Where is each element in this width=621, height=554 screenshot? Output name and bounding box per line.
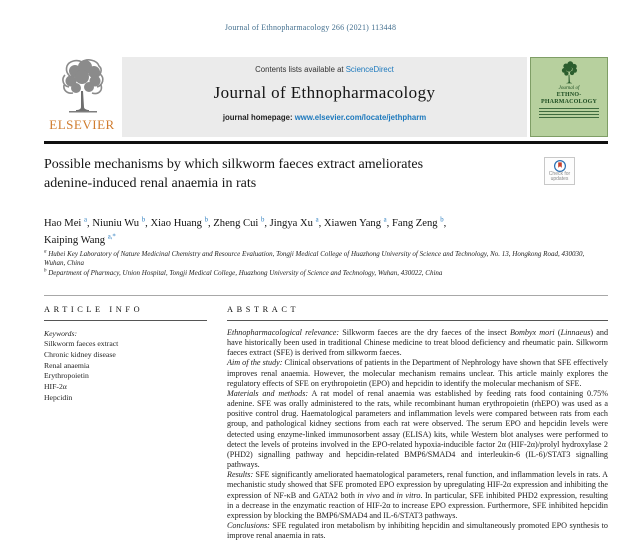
author-name: Zheng Cui $^b$: [213, 216, 265, 229]
keyword-item: HIF-2α: [44, 382, 67, 392]
abstract-text-italic: Aim of the study:: [227, 358, 283, 368]
abstract-text: ) and have historically been used in traditional Chinese medicine to treat blood deficiency and rheumatic pain. Silkworm faeces extract (SFE) is derived from silkworm faeces.: [227, 328, 609, 358]
author-name: Fang Zeng $^b$: [391, 216, 444, 229]
abstract-text: and: [379, 490, 397, 500]
author-name: Xiawen Yang $^a$: [323, 216, 387, 229]
author-list: [44, 215, 589, 249]
author-row: [44, 232, 589, 249]
keywords-list: [44, 339, 207, 404]
journal-cover-thumbnail: [530, 57, 608, 137]
author-affiliation-superscript[interactable]: a: [383, 216, 387, 224]
check-for-updates-label: Check for updates: [548, 171, 571, 182]
cover-title-prefix: Journal of: [558, 86, 580, 91]
affiliation-entry: $^a$ Hubei Key Laboratory of Nature Medicinal Chemistry and Resource Evaluation, Tongji Medical College of Huazhong University of Science and Technology, No. 13, Hongkong Road, 430030, Wuhan, China: [44, 249, 585, 268]
abstract-text-italic: Ethnopharmacological relevance:: [227, 328, 340, 337]
abstract-paragraph: [227, 521, 608, 541]
author-affiliation-superscript[interactable]: b: [440, 216, 444, 224]
abstract-heading-rule: [227, 320, 608, 321]
cover-title-ethno: ETHNO-: [556, 92, 582, 98]
abstract-text: Clinical observations of patients in the Department of Nephrology have shown that SFE effectively improves renal anaemia. However, the molecular mechanism remains unclear. This article mainly explores the regulatory effects of SFE on erythropoietin (EPO) and hepcidin to identify the molecular mechanism of SFE.: [227, 358, 608, 388]
article-title-line2: adenine-induced renal anaemia in rats: [44, 176, 257, 191]
abstract-text-italic: Linnaeus: [560, 328, 591, 337]
abstract-paragraph: [227, 470, 608, 521]
abstract-paragraph: [227, 328, 608, 358]
sciencedirect-link[interactable]: ScienceDirect: [345, 65, 394, 74]
abstract-text-italic: Materials and methods:: [227, 388, 309, 398]
header-divider-rule: [44, 141, 608, 144]
affiliation-entry: $^b$ Department of Pharmacy, Union Hospital, Tongji Medical College, Huazhong University of Science and Technology, Wuhan, 430022, China: [44, 268, 443, 277]
article-title-line1: Possible mechanisms by which silkworm faeces extract ameliorates: [44, 157, 424, 172]
abstract-heading: ABSTRACT: [227, 305, 300, 314]
abstract-paragraph: [227, 389, 608, 470]
keyword-item: Erythropoietin: [44, 371, 89, 381]
author-row: Hao Mei $^a$, Niuniu Wu $^b$, Xiao Huang $^b$, Zheng Cui $^b$, Jingya Xu $^a$, Xiawen Yang $^a$, Fang Zeng $^b$,: [44, 216, 447, 229]
journal-homepage-link[interactable]: www.elsevier.com/locate/jethpharm: [294, 113, 427, 122]
journal-title: Journal of Ethnopharmacology: [213, 83, 436, 102]
article-info-column: [44, 305, 207, 404]
running-head-journal-reference: Journal of Ethnopharmacology 266 (2021) 113448: [224, 23, 397, 32]
abstract-text-italic: Bombyx mori: [509, 328, 555, 337]
check-for-updates-badge[interactable]: [544, 157, 575, 185]
abstract-paragraph: [227, 358, 608, 388]
author-affiliation-superscript[interactable]: b: [260, 216, 265, 224]
homepage-line: [122, 113, 527, 122]
affiliation-list: [44, 250, 592, 278]
info-abstract-section: [44, 295, 608, 554]
author-name: Hao Mei $^a$: [44, 216, 88, 229]
author-affiliation-superscript[interactable]: a: [84, 216, 88, 224]
elsevier-wordmark: ELSEVIER: [49, 117, 115, 132]
abstract-text: Silkworm faeces are the dry faeces of the insect: [339, 328, 510, 337]
abstract-text: (: [554, 328, 561, 337]
affiliation-superscript: b: [44, 268, 47, 274]
author-affiliation-superscript[interactable]: b: [141, 216, 146, 224]
elsevier-logo: [44, 57, 120, 137]
keyword-item: Hepcidin: [44, 392, 73, 402]
keyword-item: Chronic kidney disease: [44, 349, 116, 359]
cover-decorative-lines: [539, 108, 599, 118]
keyword-item: Silkworm faeces extract: [44, 339, 119, 348]
homepage-prefix-text: journal homepage:: [222, 113, 295, 122]
journal-banner: [122, 57, 527, 137]
article-info-heading: ARTICLE INFO: [44, 305, 144, 314]
abstract-text-italic: Results:: [227, 470, 254, 480]
keywords-label: Keywords:: [44, 329, 78, 338]
abstract-text: SFE regulated iron metabolism by inhibiting hepcidin and simultaneously promoted EPO synthesis to improve renal anaemia in rats.: [227, 520, 608, 541]
article-info-heading-rule: [44, 320, 207, 321]
abstract-text-italic: in vivo: [357, 490, 380, 500]
contents-list-line: [122, 65, 527, 74]
author-affiliation-superscript[interactable]: a: [315, 216, 319, 224]
elsevier-tree-icon: [55, 57, 109, 117]
abstract-text-italic: Conclusions:: [227, 520, 270, 530]
abstract-text-italic: in vitro: [396, 490, 421, 500]
keyword-item: Renal anaemia: [44, 360, 90, 370]
cover-tree-icon: [556, 60, 582, 86]
publisher-header: [44, 57, 608, 137]
affiliation-superscript: a: [44, 249, 47, 255]
abstract-column: [227, 305, 608, 541]
author-name: Kaiping Wang $^{a,*}$: [44, 233, 116, 246]
cover-title-pharmacology: PHARMACOLOGY: [540, 98, 598, 105]
abstract-text: A rat model of renal anaemia was established by feeding rats food containing 0.75% adenine. SFE was orally administered to the rats, while recombinant human erythropoietin (rhEPO) was used as a positive control drug. Haematological parameters and inflammation levels were compared between rats from each group, and pathological kidney sections from each rat were observed. The serum EPO and hepcidin levels were detected using enzyme-linked immunosorbent assay (ELISA) kits, while Western blot analyses were performed to detect the levels of proteins involved in the EPO-related hypoxia-inducible factor 2α (HIF-2α)/prolyl hydroxylase 2 (PHD2) signalling pathway and hepcidin-related BMP6/SMAD4 and interleukin-6 (IL-6)/STAT3 signalling pathways.: [227, 388, 608, 470]
author-affiliation-superscript[interactable]: a,*: [107, 233, 116, 241]
abstract-text: SFE significantly ameliorated haematological parameters, renal function, and inflammation levels in rats. A mechanistic study showed that SFE promoted EPO expression by upregulating HIF-2α expression and inhibiting the expression of NF-κB and GATA2 both: [227, 470, 608, 500]
article-title: [44, 155, 529, 193]
abstract-text: . In particular, SFE inhibited PHD2 expression, resulting in a decrease in the enzymatic reaction of HIF-2α to increase EPO expression. Furthermore, SFE inhibited hepcidin expression by blocking the BMP6/SMAD4 and IL-6/STAT3 pathways.: [227, 490, 608, 520]
abstract-body: [227, 328, 608, 541]
contents-prefix-text: Contents lists available at: [255, 65, 346, 74]
author-name: Niuniu Wu $^b$: [92, 216, 146, 229]
author-name: Jingya Xu $^a$: [269, 216, 319, 229]
author-affiliation-superscript[interactable]: b: [204, 216, 208, 224]
author-name: Xiao Huang $^b$: [150, 216, 208, 229]
